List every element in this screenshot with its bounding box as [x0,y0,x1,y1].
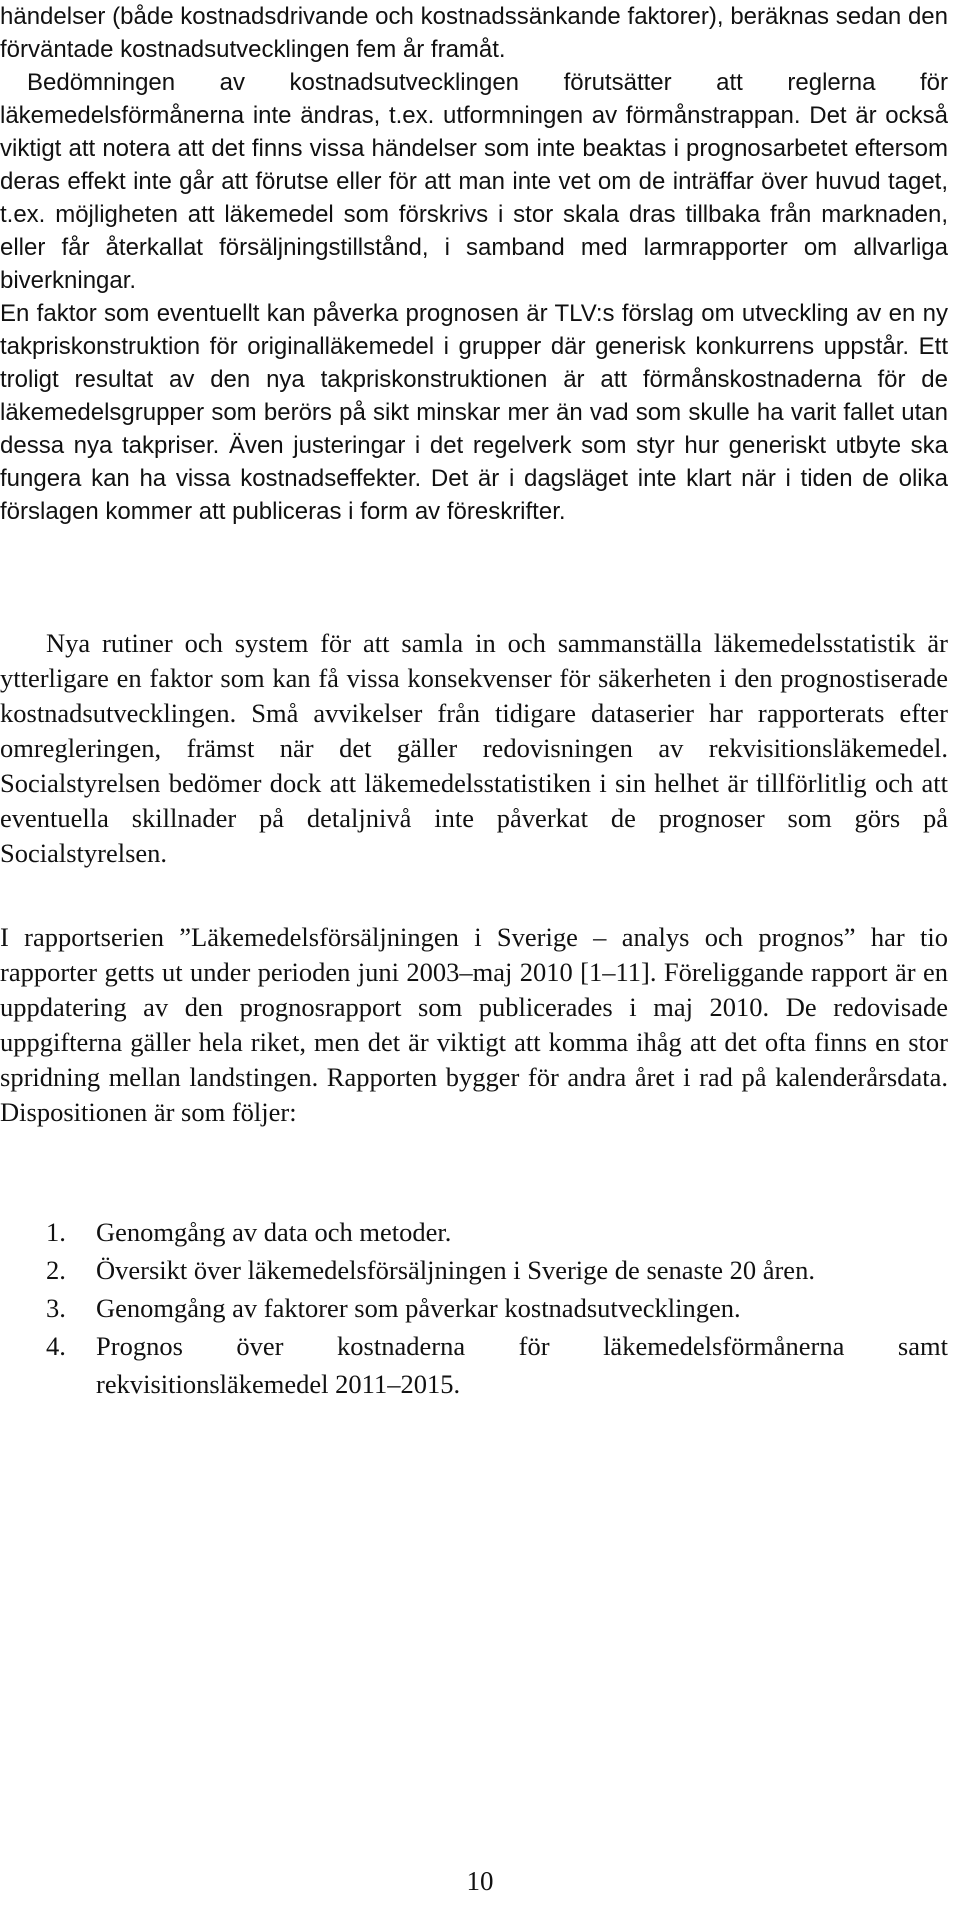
list-item-text: Genomgång av faktorer som påverkar kostnadsutvecklingen. [96,1293,741,1323]
list-item-text: Genomgång av data och metoder. [96,1217,452,1247]
list-item-number: 4. [46,1331,66,1361]
list-item-number: 2. [46,1255,66,1285]
list-item-number: 3. [46,1293,66,1323]
paragraph-events: händelser (både kostnadsdrivande och kostnadssänkande faktorer), beräknas sedan den förväntade kostnadsutvecklingen fem år framåt. [0,3,948,63]
paragraph-assessment: Bedömningen av kostnadsutvecklingen förutsätter att reglerna för läkemedelsförmånerna inte ändras, t.ex. utformningen av förmånstrappan. Det är också viktigt att notera att det finns vissa händelser som inte beaktas i prognosarbetet eftersom deras effekt inte går att förutse eller för att man inte vet om de inträffar över huvud taget, t.ex. möjligheten att läkemedel som förskrivs i stor skala dras tillbaka från marknaden, eller får återkallat försäljningstillstånd, i samband med larmrapporter om allvarliga biverkningar. [0,69,948,294]
list-item [0,1289,948,1327]
list-item [0,1251,948,1289]
list-item [0,1327,948,1403]
paragraph-report-series: I rapportserien ”Läkemedelsförsäljningen i Sverige – analys och prognos” har tio rapporter getts ut under perioden juni 2003–maj 2010 [1–11]. Föreliggande rapport är en uppdatering av den prognosrapport som publicerades i maj 2010. De redovisade uppgifterna gäller hela riket, men det är viktigt att komma ihåg att det ofta finns en stor spridning mellan landstingen. Rapporten bygger för andra året i rad på kalenderårsdata. Dispositionen är som följer: [0,922,948,1127]
list-item-text: Prognos över kostnaderna för läkemedelsförmånerna samt rekvisitionsläkemedel 2011–2015. [96,1331,948,1399]
list-item-number: 1. [46,1217,66,1247]
page-number: 10 [466,1866,494,1896]
list-item-text: Översikt över läkemedelsförsäljningen i Sverige de senaste 20 åren. [96,1255,815,1285]
disposition-list [0,1213,948,1403]
paragraph-statistics: Nya rutiner och system för att samla in och sammanställa läkemedelsstatistik är ytterligare en faktor som kan få vissa konsekvenser för säkerheten i den prognostiserade kostnadsutvecklingen. Små avvikelser från tidigare dataserier har rapporterats efter omregleringen, främst när det gäller redovisningen av rekvisitionsläkemedel. Socialstyrelsen bedömer dock att läkemedelsstatistiken i sin helhet är tillförlitlig och att eventuella skillnader på detaljnivå inte påverkat de prognoser som görs på Socialstyrelsen. [0,628,948,868]
sans-text-block [0,0,948,528]
paragraph-price-ceiling: En faktor som eventuellt kan påverka prognosen är TLV:s förslag om utveckling av en ny takpriskonstruktion för originalläkemedel i grupper där generisk konkurrens uppstår. Ett troligt resultat av den nya takpriskonstruktionen är att förmånskostnaderna för de läkemedelsgrupper som berörs på sikt minskar mer än vad som skulle ha varit fallet utan dessa nya takpriser. Även justeringar i det regelverk som styr hur generiskt utbyte ska fungera kan ha vissa kostnadseffekter. Det är i dagsläget inte klart när i tiden de olika förslagen kommer att publiceras i form av föreskrifter. [0,300,948,525]
list-item [0,1213,948,1251]
